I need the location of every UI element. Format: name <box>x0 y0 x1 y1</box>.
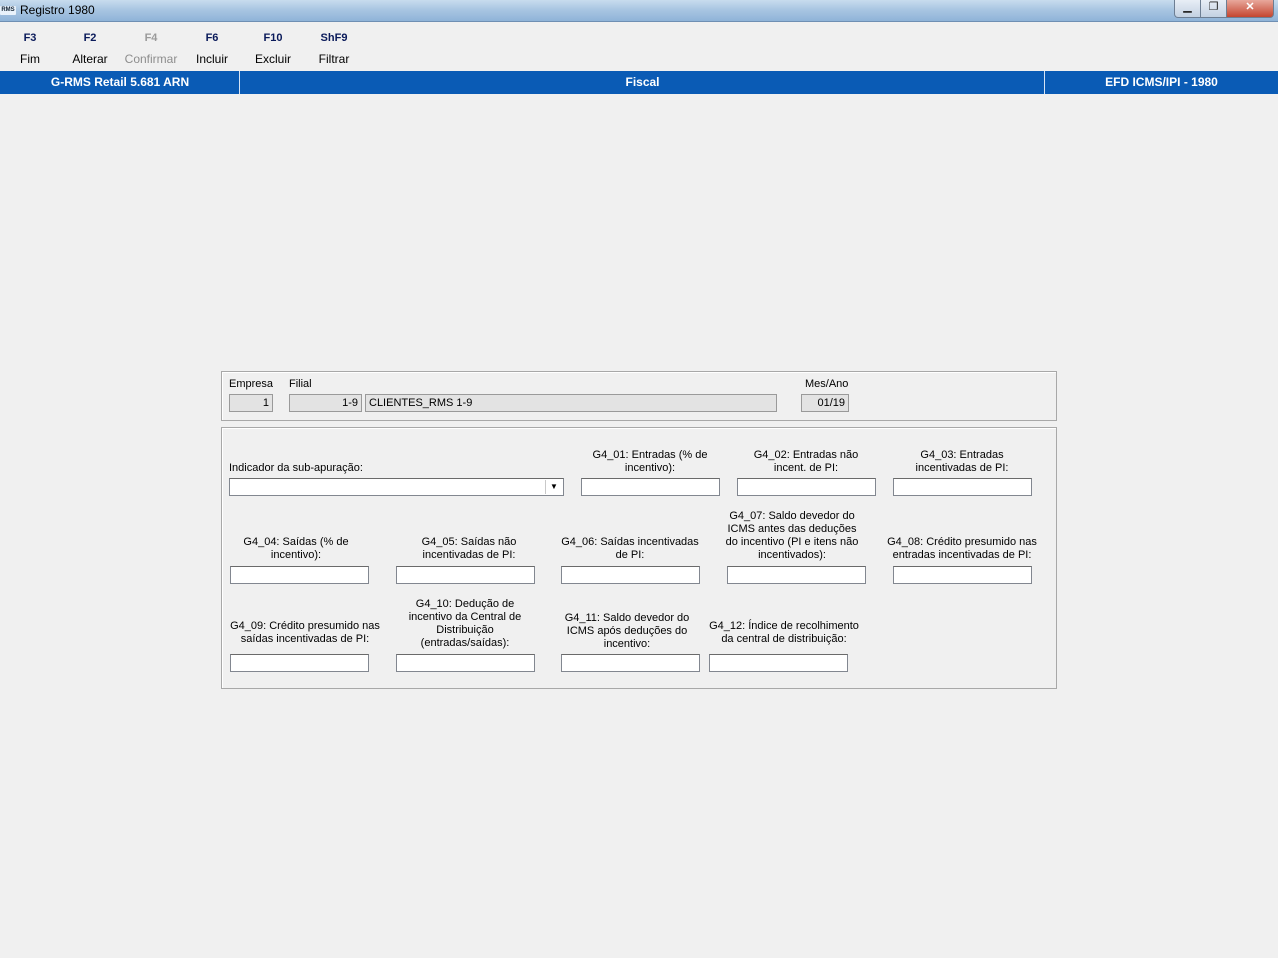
window-title-bar <box>0 0 1278 22</box>
empresa-field[interactable]: 1 <box>229 394 273 412</box>
g4-05-label: G4_05: Saídas não incentivadas de PI: <box>421 536 517 561</box>
window-title: Registro 1980 <box>20 3 95 17</box>
f3-fim-button[interactable] <box>0 32 60 66</box>
fkey-label: Incluir <box>195 52 228 66</box>
g4-02-label: G4_02: Entradas não incent. de PI: <box>753 449 859 474</box>
filial-label: Filial <box>289 378 312 390</box>
fkey-code: F4 <box>144 32 158 44</box>
g4-01-label: G4_01: Entradas (% de incentivo): <box>592 449 708 474</box>
fkey-code: F6 <box>205 32 219 44</box>
mes-ano-field[interactable]: 01/19 <box>801 394 849 412</box>
g4-11-input[interactable] <box>561 654 700 672</box>
indicador-label: Indicador da sub-apuração: <box>229 462 363 474</box>
g4-12-label: G4_12: Índice de recolhimento da central de distribuição: <box>709 620 859 645</box>
empresa-label: Empresa <box>229 378 274 390</box>
close-icon: ✕ <box>1245 1 1255 13</box>
g4-03-input[interactable] <box>893 478 1032 496</box>
form-panel <box>221 427 1057 689</box>
fkey-label: Confirmar <box>124 52 178 66</box>
fkey-code: ShF9 <box>320 32 348 44</box>
g4-04-input[interactable] <box>230 566 369 584</box>
shf9-filtrar-button[interactable] <box>304 32 364 66</box>
g4-08-input[interactable] <box>893 566 1032 584</box>
screen-name: EFD ICMS/IPI - 1980 <box>1105 75 1218 89</box>
g4-07-input[interactable] <box>727 566 866 584</box>
g4-07-label: G4_07: Saldo devedor do ICMS antes das deduções do incentivo (PI e itens não incentivados): <box>725 510 859 561</box>
indicador-select[interactable] <box>229 478 564 496</box>
g4-02-input[interactable] <box>737 478 876 496</box>
g4-01-input[interactable] <box>581 478 720 496</box>
app-icon: RMS <box>1 7 15 13</box>
g4-08-label: G4_08: Crédito presumido nas entradas incentivadas de PI: <box>887 536 1037 561</box>
context-info-bar <box>0 71 1278 94</box>
fkey-label: Excluir <box>254 52 291 66</box>
minimize-icon: ▁ <box>1183 1 1192 13</box>
g4-12-input[interactable] <box>709 654 848 672</box>
mes-ano-label: Mes/Ano <box>805 378 849 390</box>
maximize-icon: ❐ <box>1208 1 1219 13</box>
f6-incluir-button[interactable] <box>182 32 242 66</box>
maximize-button[interactable] <box>1200 0 1227 18</box>
g4-09-input[interactable] <box>230 654 369 672</box>
g4-11-label: G4_11: Saldo devedor do ICMS após deduções do incentivo: <box>564 612 690 650</box>
g4-06-label: G4_06: Saídas incentivadas de PI: <box>561 536 699 561</box>
g4-10-input[interactable] <box>396 654 535 672</box>
chevron-down-icon[interactable]: ▼ <box>545 480 562 494</box>
filial-code-field[interactable]: 1-9 <box>289 394 362 412</box>
module-name: Fiscal <box>625 75 660 89</box>
g4-10-label: G4_10: Dedução de incentivo da Central de Distribuição (entradas/saídas): <box>408 598 522 649</box>
fkey-label: Fim <box>20 52 40 66</box>
f10-excluir-button[interactable] <box>243 32 303 66</box>
function-key-toolbar <box>0 22 1278 70</box>
close-button[interactable] <box>1226 0 1274 18</box>
g4-06-input[interactable] <box>561 566 700 584</box>
header-panel <box>221 371 1057 421</box>
g4-05-input[interactable] <box>396 566 535 584</box>
minimize-button[interactable] <box>1174 0 1201 18</box>
g4-09-label: G4_09: Crédito presumido nas saídas incentivadas de PI: <box>230 620 380 645</box>
fkey-label: Alterar <box>72 52 108 66</box>
fkey-code: F10 <box>263 32 283 44</box>
g4-03-label: G4_03: Entradas incentivadas de PI: <box>915 449 1009 474</box>
fkey-label: Filtrar <box>318 52 350 66</box>
fkey-code: F3 <box>23 32 37 44</box>
f2-alterar-button[interactable] <box>60 32 120 66</box>
product-version: G-RMS Retail 5.681 ARN <box>50 75 190 89</box>
fkey-code: F2 <box>83 32 97 44</box>
g4-04-label: G4_04: Saídas (% de incentivo): <box>243 536 349 561</box>
f4-confirmar-button[interactable] <box>121 32 181 66</box>
filial-name-field[interactable]: CLIENTES_RMS 1-9 <box>365 394 777 412</box>
